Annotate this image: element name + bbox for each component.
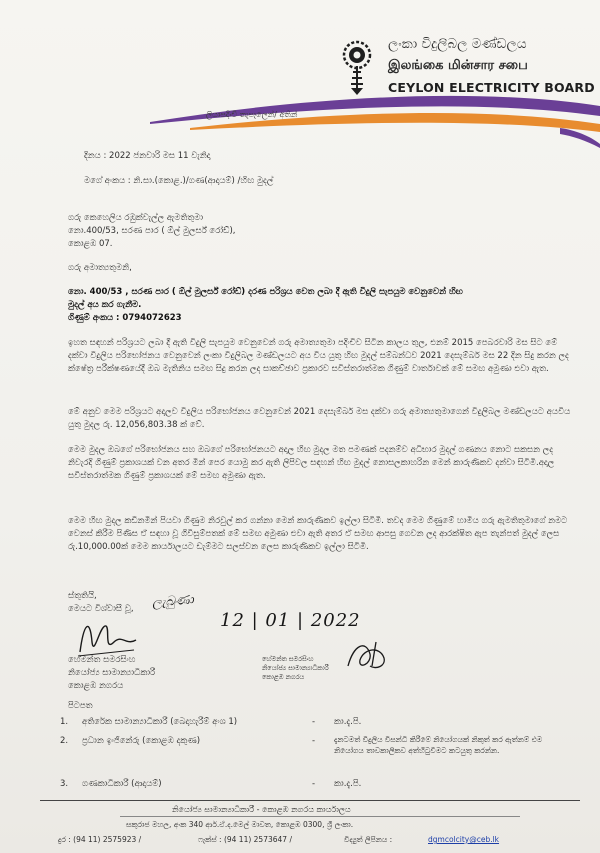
reference-line: මගේ අංකය : නි.සා.(කොළ.)/ගණ(ආදායම්) /හිඟ මුදල් [84,176,274,186]
footer-fax: ෆැක්ස් : (94 11) 2573647 / [198,835,292,844]
account-number: ගිණුම් අංකය : 0794072623 [68,313,182,323]
body-paragraph-1: ඉහත සඳහන් පරිශ්‍රයට ලබා දී ඇති විදුලි සැපයුම වෙනුවෙන් ගරු අමාත්‍යතුමා පදිංචිව සිටින කාලය තුල, එනම් 2015 පෙබරවාරි මස සිට මේ දක්වා විදුලිය පරිභෝජනය වෙනුවෙන් ලංකා විදුලිබල මණ්ඩලයට අය විය යුතු හිඟ මුදල් සම්බන්ධව 2021 දෙසැම්බර් මස 22 දින සිදු කරන ලද ක්ෂේත්‍ර පරීක්ෂණයේදී ඔබ මැතිනිය සමඟ සිදු කරන ලද සාකච්ඡාව ප්‍රකාරව සවිස්තරාත්මක ගිණුම් වාර්තාවක් මේ සමඟ අමුණා එවා ඇත. [68,338,569,374]
footer-email-link[interactable]: dgmcolcity@ceb.lk [428,835,500,844]
footer-divider-2 [120,816,520,817]
signatory-place: කොළඹ නගරය [68,681,124,691]
official-stamp-line-3: කොළඹ නගරය [262,673,305,681]
subject-line-1: නො. 400/53 , සරණ පාර ( ඕල් මුලර්ස් රෝඩ්) දරණ පරිශ්‍රය වෙත ලබා දී ඇති විදුලි සැපයුම වෙනුවෙන් හිඟ [68,287,463,297]
copy-item-note: දැනටමත් විදුලිය විසන්ධි කිරීමේ නියෝගයක් නිකුත් කර ඇත්නම් එම නියෝගය තාවකාලිකව අත්හිටුවීමට කටයුතු කරන්න. [334,735,543,755]
delivery-mode-label: ලියාපදිංචි තැපෑලෙන්/ අතින් [206,110,298,119]
official-stamp-line-2: නියෝජ්‍ය සාමාන්‍යාධිකාරී [262,664,329,672]
closing-faithfully: මෙයට විශ්වාසී වූ, [68,604,134,614]
copy-item-recipient: ප්‍රධාන ඉංජිනේරු (කොළඹ දකුණ) [82,736,201,746]
copy-item-number: 2. [60,736,69,746]
footer-address: සකුරාජ මහල, අංක 340 ආර්.ඒ.ද.මෙල් මාවත, කොළඹ 0300, ශ්‍රී ලංකා. [126,820,354,829]
copy-item-note: කා.දැ.පි. [334,717,362,727]
date-line: දිනය : 2022 ජනවාරි මස 11 වැනිදා [84,151,211,161]
signatory-name: හේමන්ත සමරසිංහ [68,655,136,665]
copy-item-number: 1. [60,717,69,727]
copy-item-dash: - [312,736,316,746]
copy-item-number: 3. [60,779,69,789]
official-stamp-line-1: හේමන්ත සමරසිංහ [262,655,314,663]
body-paragraph-2: මේ අනුව මෙම පරිශ්‍රයට අදාලව විදුලිය පරිභෝජනය වෙනුවෙන් 2021 දෙසැම්බර් මස දක්වා ගරු අමාත්‍යතුමාගෙන් විදුලිබල මණ්ඩලයට අයවිය යුතු මුදල රු. 12,056,803.38 ක් වේ. [68,407,571,430]
address-line-2: නො.400/53, සරණ පාර ( ඕල් මුලර්ස් රෝඩ්), [68,226,236,236]
subject-line-2: මුදල් අය කර ගැනීම. [68,300,142,310]
signatory-title: නියෝජ්‍ය සාමාන්‍යාධිකාරී [68,668,156,678]
signature-right-icon [340,636,400,676]
footer-divider [40,800,580,801]
copies-label: පිටපත [68,701,93,711]
copy-item-note: කා.දැ.පි. [334,779,362,789]
footer-phone: දුර : (94 11) 2575923 / [58,835,142,844]
org-name-sinhala: ලංකා විදුලිබල මණ්ඩලය [388,36,527,52]
address-line-3: කොළඹ 07. [68,239,113,249]
footer-office: නියෝජ්‍ය සාමාන්‍යාධිකාරී - කොළඹ නගරය කාර්යාලය [172,805,351,814]
copy-item-recipient: ගණකාධිකාරී (ආදායම්) [82,779,162,789]
signature-left-icon [74,612,144,660]
body-paragraph-3: මෙම මුදල ඔබගේ පරිභෝජනය සහ ඔබගේ පරිභෝජනයට අදාල හිඟ මුදල මත පමණක් පදනම්ව අධිභාර මුදල් ගණනය නොට සකසන ලද නිවැරදි ගිණුම් ප්‍රකාශයක් වන අතර මින් පෙර යොමු කර ඇති ලිපිවල සඳහන් හිඟ මුදල් නොසලකාහරින මෙන් කාරුණිකව දන්වා සිටිමි.අදාල සවිස්තරාත්මක ගිණුම් ප්‍රකාශයක් මේ සමඟ අමුණා ඇත. [68,445,555,481]
copy-item-dash: - [312,779,316,789]
copy-item-dash: - [312,717,316,727]
copy-item-recipient: අතිරේක සාමාන්‍යාධිකාරී (බෙදාහැරීම් අංශ 1) [82,717,238,727]
address-line-1: ගරු කෙහෙලිය රඹුක්වැල්ල ඇමතිතුමා [68,213,204,223]
org-name-tamil: இலங்கை மின்சார சபை [388,58,528,73]
footer-email-label: විද්‍යුත් ලිපිනය : [344,835,393,844]
closing-thanks: ස්තුතියි, [68,591,97,601]
body-paragraph-4: මෙම හිඟ මුදල කඩිනමින් පියවා ගිණුම නිරවුල් කර ගන්නා මෙන් කාරුණිකව ඉල්ලා සිටිමි. තවද මෙම ගිණුමේ හාමිය ගරු ඇමතිතුමාගේ නමට වෙනස් කිරීම පිණිස ඒ සඳහා වූ ගිවිසුම්පතක් මේ සමඟ අමුණා එවා ඇති අතර ඒ සමඟ ආපසු ගෙවන ලද ආරක්ෂිත ඇප තැන්පත් මුදල් ලෙස රු.10,000.00ක් මෙම කාර්යාලයට ඩැම්මට සලස්වන ලෙස කාරුණිකව ඉල්ලා සිටිමි. [68,516,568,552]
letterhead-swoosh [0,88,600,158]
handwritten-date: 12 | 01 | 2022 [220,610,361,631]
handwritten-received-note: ලැබුණා [151,592,195,611]
salutation: ගරු අමාත්‍යතුමනි, [68,263,132,273]
org-name-english: CEYLON ELECTRICITY BOARD [388,80,595,95]
